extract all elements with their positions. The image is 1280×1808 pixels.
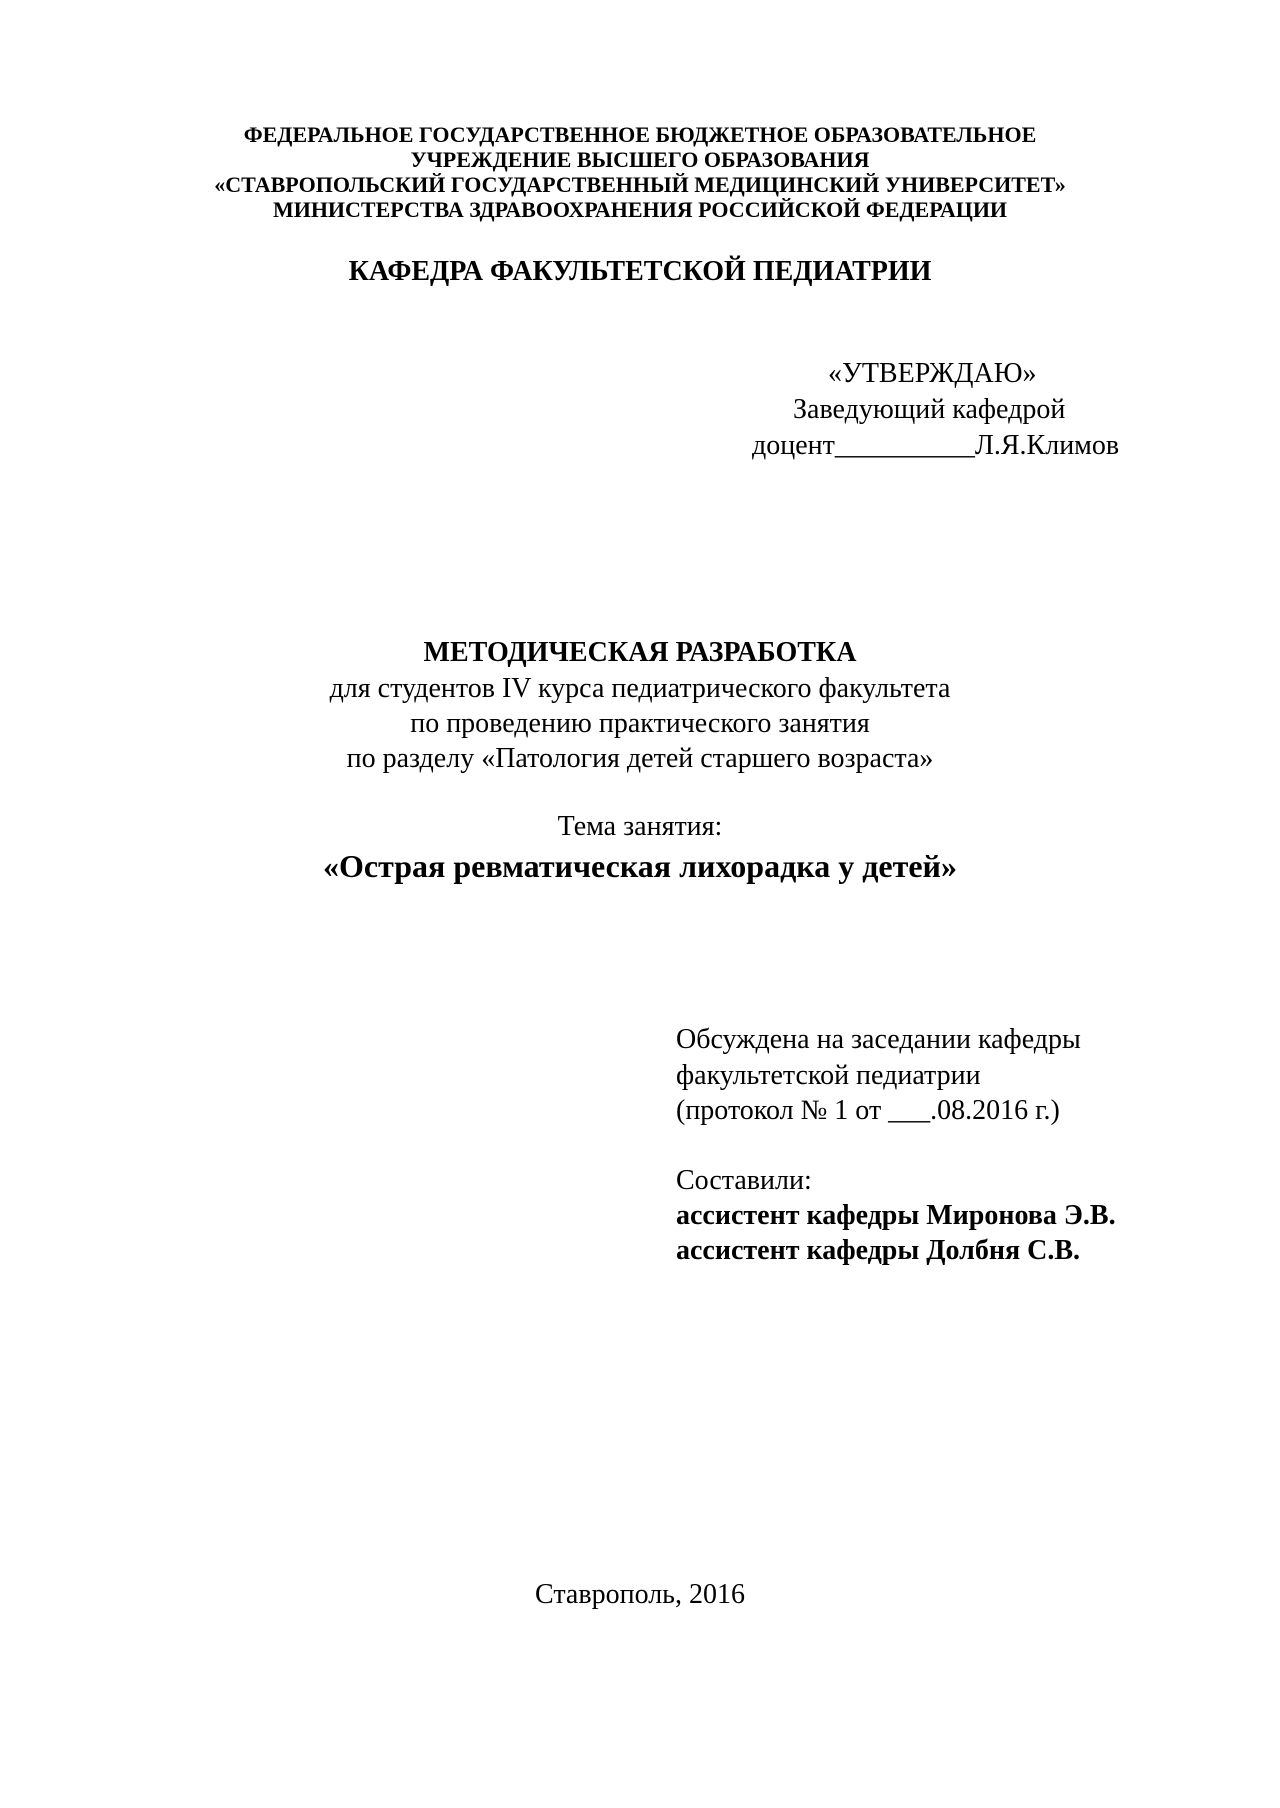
- author-entry: ассистент кафедры Долбня С.В.: [676, 1235, 1081, 1266]
- document-subtitle-line: по проведению практического занятия: [410, 708, 870, 739]
- approval-signature: доцент__________Л.Я.Климов: [752, 430, 1120, 461]
- approval-position: Заведующий кафедрой: [793, 394, 1066, 425]
- topic-title: «Острая ревматическая лихорадка у детей»: [323, 848, 957, 884]
- institution-line: МИНИСТЕРСТВА ЗДРАВООХРАНЕНИЯ РОССИЙСКОЙ ФЕДЕРАЦИИ: [272, 197, 1008, 222]
- institution-line: «СТАВРОПОЛЬСКИЙ ГОСУДАРСТВЕННЫЙ МЕДИЦИНСКИЙ УНИВЕРСИТЕТ»: [214, 172, 1066, 197]
- discussion-line: факультетской педиатрии: [676, 1060, 981, 1091]
- city-year: Ставрополь, 2016: [535, 1579, 745, 1610]
- document-subtitle-line: для студентов IV курса педиатрического факультета: [329, 673, 951, 704]
- author-entry: ассистент кафедры Миронова Э.В.: [676, 1200, 1116, 1231]
- discussion-line: Обсуждена на заседании кафедры: [676, 1024, 1081, 1055]
- document-title: МЕТОДИЧЕСКАЯ РАЗРАБОТКА: [423, 637, 857, 668]
- document-subtitle-line: по разделу «Патология детей старшего возраста»: [346, 743, 934, 774]
- institution-line: УЧРЕЖДЕНИЕ ВЫСШЕГО ОБРАЗОВАНИЯ: [410, 147, 870, 172]
- approval-heading: «УТВЕРЖДАЮ»: [828, 358, 1037, 389]
- discussion-line: (протокол № 1 от ___.08.2016 г.): [676, 1095, 1060, 1126]
- authors-label: Составили:: [676, 1165, 812, 1196]
- topic-label: Тема занятия:: [557, 811, 723, 842]
- institution-line: ФЕДЕРАЛЬНОЕ ГОСУДАРСТВЕННОЕ БЮДЖЕТНОЕ ОБРАЗОВАТЕЛЬНОЕ: [243, 122, 1037, 147]
- department-title: КАФЕДРА ФАКУЛЬТЕТСКОЙ ПЕДИАТРИИ: [348, 256, 932, 287]
